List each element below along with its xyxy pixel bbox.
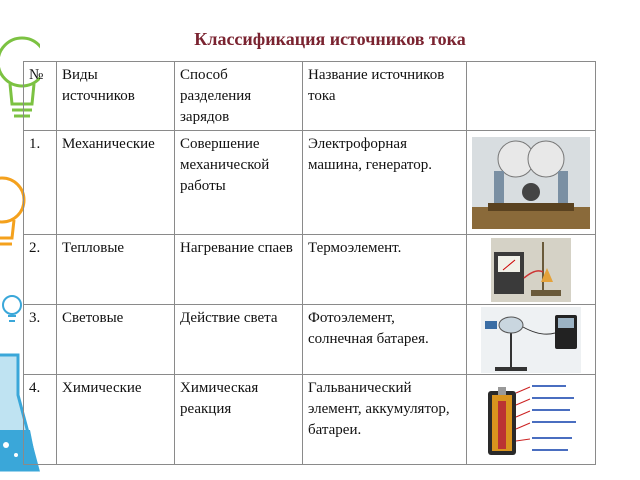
row-number: 2. [24, 235, 57, 305]
galvanic-cell-diagram [476, 379, 586, 461]
source-name: Термоэлемент. [303, 235, 467, 305]
thermocouple-setup-photo [491, 238, 571, 302]
header-source-names: Название источников тока [303, 62, 467, 131]
table-row [24, 305, 596, 375]
header-number: № [24, 62, 57, 131]
row-image-cell [467, 131, 596, 235]
table-row [24, 375, 596, 465]
row-image-cell [467, 305, 596, 375]
separation-method: Совершение механической работы [175, 131, 303, 235]
row-image-cell [467, 235, 596, 305]
photocell-setup-photo [481, 307, 581, 373]
slide-title: Классификация источников тока [194, 29, 466, 49]
row-number: 3. [24, 305, 57, 375]
source-type: Световые [57, 305, 175, 375]
source-type: Механические [57, 131, 175, 235]
row-image-cell [467, 375, 596, 465]
table-row [24, 131, 596, 235]
source-type: Химические [57, 375, 175, 465]
table-row [24, 235, 596, 305]
lightbulb-icon-orange [0, 178, 24, 244]
separation-method: Химическая реакция [175, 375, 303, 465]
header-separation-method: Способ разделения зарядов [175, 62, 303, 131]
source-name: Гальванический элемент, аккумулятор, батареи. [303, 375, 467, 465]
source-name: Электрофорная машина, генератор. [303, 131, 467, 235]
source-name: Фотоэлемент, солнечная батарея. [303, 305, 467, 375]
separation-method: Нагревание спаев [175, 235, 303, 305]
lightbulb-icon-blue [3, 296, 21, 321]
header-image [467, 62, 596, 131]
table-header-row [24, 62, 596, 131]
electrophore-machine-photo [472, 137, 590, 229]
row-number: 4. [24, 375, 57, 465]
source-type: Тепловые [57, 235, 175, 305]
classification-table [23, 61, 596, 465]
row-number: 1. [24, 131, 57, 235]
separation-method: Действие света [175, 305, 303, 375]
header-source-types: Виды источников [57, 62, 175, 131]
